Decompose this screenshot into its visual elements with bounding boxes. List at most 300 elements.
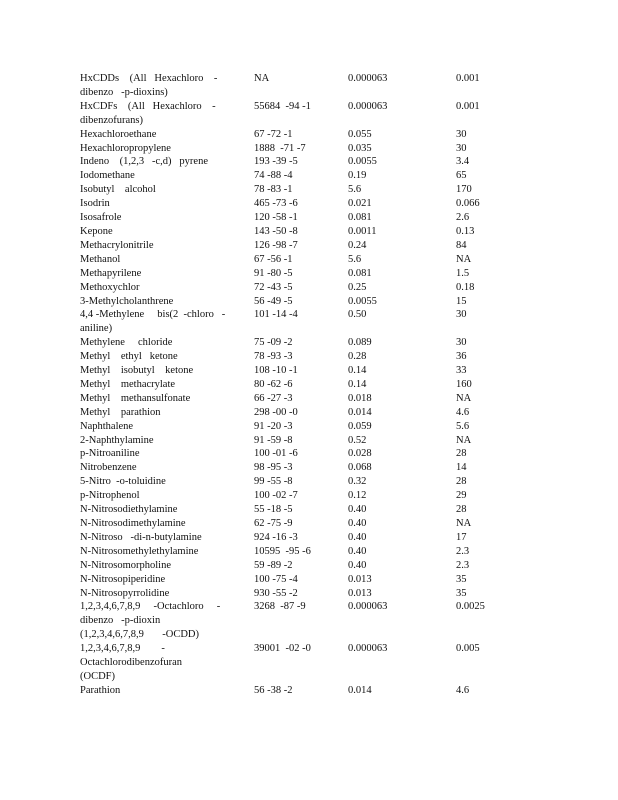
cas-number-cell: 108 -10 -1: [254, 365, 298, 377]
value-2-cell-wrap: [456, 336, 556, 350]
value-2-cell: NA: [456, 518, 472, 529]
value-2-cell: 3.4: [456, 156, 470, 168]
cas-number-cell: 101 -14 -4: [254, 309, 298, 321]
value-1-cell-wrap: [348, 267, 456, 281]
cas-number-cell: 67 -56 -1: [254, 253, 293, 265]
value-2-cell: 33: [456, 365, 467, 377]
cas-number-cell-wrap: [254, 155, 348, 169]
value-2-cell-wrap: [456, 72, 556, 100]
value-1-cell-wrap: [348, 406, 456, 420]
cas-number-cell: 143 -50 -8: [254, 225, 298, 237]
value-1-cell-wrap: [348, 489, 456, 503]
value-1-cell-wrap: [348, 475, 456, 489]
table-row: [80, 281, 600, 295]
constituent-name-cell: [80, 350, 254, 364]
value-2-cell-wrap: [456, 378, 556, 392]
value-2-cell: 28: [456, 476, 467, 488]
constituent-name-line: Hexachloroethane: [80, 128, 157, 140]
value-1-cell: 0.014: [348, 684, 372, 696]
constituent-name-line: Indeno (1,2,3 -c,d) pyrene: [80, 156, 208, 168]
value-2-cell: NA: [456, 392, 472, 404]
cas-number-cell: 465 -73 -6: [254, 198, 298, 210]
value-2-cell: 0.0025: [456, 601, 485, 613]
value-1-cell-wrap: [348, 545, 456, 559]
value-1-cell: 0.40: [348, 531, 367, 543]
constituent-name-cell: [80, 559, 254, 573]
constituent-name-line: 5-Nitro -o-toluidine: [80, 476, 166, 488]
value-2-cell: NA: [456, 253, 472, 265]
constituent-name-line: N-Nitrosopyrrolidine: [80, 587, 170, 599]
value-1-cell-wrap: [348, 336, 456, 350]
value-2-cell: 160: [456, 378, 472, 390]
value-1-cell-wrap: [348, 239, 456, 253]
value-2-cell-wrap: [456, 600, 556, 642]
cas-number-cell: 930 -55 -2: [254, 587, 298, 599]
value-2-cell-wrap: [456, 559, 556, 573]
constituent-name-cell: [80, 475, 254, 489]
value-1-cell: 0.035: [348, 142, 372, 154]
table-row: [80, 517, 600, 531]
value-2-cell: 0.005: [456, 643, 480, 655]
table-row: [80, 447, 600, 461]
value-1-cell: 5.6: [348, 253, 362, 265]
cas-number-cell-wrap: [254, 489, 348, 503]
cas-number-cell: 55 -18 -5: [254, 504, 293, 516]
value-1-cell: 0.028: [348, 448, 372, 460]
constituent-name-line: HxCDDs (All Hexachloro -: [80, 73, 218, 84]
cas-number-cell: 120 -58 -1: [254, 212, 298, 224]
cas-number-cell-wrap: [254, 503, 348, 517]
value-2-cell: 17: [456, 531, 467, 543]
constituent-name-line: aniline): [80, 323, 113, 335]
value-1-cell: 0.40: [348, 545, 367, 557]
table-row: [80, 642, 600, 684]
value-2-cell: 65: [456, 170, 467, 182]
cas-number-cell-wrap: [254, 308, 348, 336]
value-1-cell: 0.000063: [348, 73, 388, 84]
cas-number-cell-wrap: [254, 517, 348, 531]
cas-number-cell: 100 -02 -7: [254, 490, 298, 502]
cas-number-cell: 193 -39 -5: [254, 156, 298, 168]
constituent-name-line: Nitrobenzene: [80, 462, 137, 474]
constituent-name-line: 4,4 -Methylene bis(2 -chloro -: [80, 309, 226, 321]
value-1-cell: 0.068: [348, 462, 372, 474]
constituent-name-line: N-Nitrosomorpholine: [80, 559, 171, 571]
cas-number-cell: 98 -95 -3: [254, 462, 293, 474]
table-row: [80, 392, 600, 406]
value-1-cell-wrap: [348, 253, 456, 267]
value-2-cell: 30: [456, 142, 467, 154]
cas-number-cell-wrap: [254, 406, 348, 420]
table-row: [80, 183, 600, 197]
constituent-name-cell: [80, 225, 254, 239]
table-row: [80, 531, 600, 545]
value-2-cell-wrap: [456, 128, 556, 142]
value-1-cell-wrap: [348, 600, 456, 642]
value-2-cell-wrap: [456, 392, 556, 406]
value-2-cell-wrap: [456, 406, 556, 420]
value-1-cell: 5.6: [348, 184, 362, 196]
table-row: [80, 336, 600, 350]
table-row: [80, 406, 600, 420]
value-1-cell: 0.40: [348, 518, 367, 529]
cas-number-cell-wrap: [254, 600, 348, 642]
constituent-name-cell: [80, 128, 254, 142]
value-1-cell-wrap: [348, 392, 456, 406]
cas-number-cell-wrap: [254, 267, 348, 281]
cas-number-cell-wrap: [254, 197, 348, 211]
table-row: [80, 684, 600, 698]
constituent-name-cell: [80, 336, 254, 350]
value-2-cell-wrap: [456, 225, 556, 239]
value-2-cell-wrap: [456, 461, 556, 475]
cas-number-cell-wrap: [254, 281, 348, 295]
value-2-cell-wrap: [456, 183, 556, 197]
table-row: [80, 559, 600, 573]
value-2-cell: 0.001: [456, 100, 480, 112]
constituent-name-line: N-Nitrosodiethylamine: [80, 504, 178, 516]
value-1-cell: 0.40: [348, 504, 367, 516]
value-1-cell: 0.12: [348, 490, 367, 502]
cas-number-cell: 39001 -02 -0: [254, 643, 311, 655]
constituent-name-cell: [80, 587, 254, 601]
value-1-cell: 0.081: [348, 267, 372, 279]
cas-number-cell: 100 -01 -6: [254, 448, 298, 460]
value-1-cell-wrap: [348, 378, 456, 392]
cas-number-cell-wrap: [254, 545, 348, 559]
cas-number-cell: 126 -98 -7: [254, 239, 298, 251]
value-1-cell: 0.24: [348, 239, 367, 251]
value-2-cell-wrap: [456, 434, 556, 448]
value-2-cell-wrap: [456, 684, 556, 698]
constituent-name-line: 1,2,3,4,6,7,8,9 -Octachloro -: [80, 601, 221, 613]
value-2-cell: 84: [456, 239, 467, 251]
cas-number-cell-wrap: [254, 573, 348, 587]
cas-number-cell: 67 -72 -1: [254, 128, 293, 140]
value-1-cell-wrap: [348, 128, 456, 142]
cas-number-cell-wrap: [254, 239, 348, 253]
value-2-cell: 0.18: [456, 281, 475, 293]
value-2-cell: 35: [456, 573, 467, 585]
value-1-cell-wrap: [348, 503, 456, 517]
cas-number-cell: 74 -88 -4: [254, 170, 293, 182]
value-2-cell: 30: [456, 128, 467, 140]
value-1-cell: 0.0055: [348, 156, 377, 168]
value-1-cell: 0.0055: [348, 295, 377, 307]
constituent-name-cell: [80, 281, 254, 295]
constituent-name-cell: [80, 684, 254, 698]
value-1-cell: 0.018: [348, 392, 372, 404]
value-2-cell-wrap: [456, 587, 556, 601]
constituent-name-cell: [80, 503, 254, 517]
value-1-cell: 0.14: [348, 365, 367, 377]
constituent-name-cell: [80, 308, 254, 336]
cas-number-cell: 56 -38 -2: [254, 684, 293, 696]
value-1-cell: 0.014: [348, 406, 372, 418]
value-1-cell: 0.19: [348, 170, 367, 182]
value-2-cell-wrap: [456, 239, 556, 253]
cas-number-cell: 10595 -95 -6: [254, 545, 311, 557]
value-1-cell: 0.089: [348, 337, 372, 349]
cas-number-cell: 55684 -94 -1: [254, 100, 311, 112]
value-1-cell: 0.081: [348, 212, 372, 224]
constituent-table: [80, 72, 600, 698]
value-2-cell-wrap: [456, 503, 556, 517]
constituent-name-line: Methylene chloride: [80, 337, 173, 349]
constituent-name-line: (1,2,3,4,6,7,8,9 -OCDD): [80, 629, 199, 641]
constituent-name-line: 1,2,3,4,6,7,8,9 -: [80, 643, 165, 655]
table-row: [80, 253, 600, 267]
value-2-cell-wrap: [456, 350, 556, 364]
cas-number-cell-wrap: [254, 225, 348, 239]
value-2-cell-wrap: [456, 142, 556, 156]
value-2-cell: 28: [456, 448, 467, 460]
value-2-cell-wrap: [456, 281, 556, 295]
value-1-cell: 0.50: [348, 309, 367, 321]
constituent-name-line: Naphthalene: [80, 420, 134, 432]
cas-number-cell: 91 -20 -3: [254, 420, 293, 432]
constituent-name-cell: [80, 295, 254, 309]
table-row: [80, 267, 600, 281]
table-row: [80, 434, 600, 448]
value-2-cell: 36: [456, 351, 467, 363]
value-2-cell: 170: [456, 184, 472, 196]
cas-number-cell-wrap: [254, 253, 348, 267]
constituent-name-cell: [80, 267, 254, 281]
table-row: [80, 225, 600, 239]
value-1-cell-wrap: [348, 642, 456, 684]
constituent-name-line: Methyl methacrylate: [80, 378, 176, 390]
value-2-cell: 14: [456, 462, 467, 474]
constituent-name-line: p-Nitroaniline: [80, 448, 140, 460]
cas-number-cell-wrap: [254, 142, 348, 156]
constituent-name-line: N-Nitrosopiperidine: [80, 573, 166, 585]
value-2-cell: 0.066: [456, 198, 480, 210]
cas-number-cell: 80 -62 -6: [254, 378, 293, 390]
value-2-cell: 30: [456, 309, 467, 321]
value-1-cell-wrap: [348, 587, 456, 601]
value-1-cell: 0.52: [348, 434, 367, 446]
cas-number-cell: 3268 -87 -9: [254, 601, 306, 613]
table-row: [80, 600, 600, 642]
table-row: [80, 503, 600, 517]
value-1-cell-wrap: [348, 211, 456, 225]
constituent-name-cell: [80, 364, 254, 378]
value-1-cell: 0.021: [348, 198, 372, 210]
constituent-name-line: Methapyrilene: [80, 267, 142, 279]
constituent-name-cell: [80, 239, 254, 253]
value-1-cell-wrap: [348, 684, 456, 698]
constituent-name-cell: [80, 211, 254, 225]
value-2-cell-wrap: [456, 573, 556, 587]
cas-number-cell: 56 -49 -5: [254, 295, 293, 307]
value-2-cell: 28: [456, 504, 467, 516]
value-1-cell-wrap: [348, 308, 456, 336]
value-2-cell-wrap: [456, 420, 556, 434]
constituent-name-cell: [80, 489, 254, 503]
constituent-name-line: Parathion: [80, 684, 121, 696]
table-row: [80, 461, 600, 475]
value-2-cell-wrap: [456, 211, 556, 225]
cas-number-cell-wrap: [254, 475, 348, 489]
constituent-name-cell: [80, 100, 254, 128]
cas-number-cell: 924 -16 -3: [254, 531, 298, 543]
table-row: [80, 378, 600, 392]
value-1-cell-wrap: [348, 531, 456, 545]
cas-number-cell-wrap: [254, 350, 348, 364]
value-1-cell-wrap: [348, 573, 456, 587]
cas-number-cell-wrap: [254, 531, 348, 545]
value-2-cell: 2.3: [456, 545, 470, 557]
table-row: [80, 308, 600, 336]
constituent-name-cell: [80, 155, 254, 169]
value-2-cell-wrap: [456, 642, 556, 684]
constituent-name-cell: [80, 72, 254, 100]
cas-number-cell-wrap: [254, 100, 348, 128]
cas-number-cell: 72 -43 -5: [254, 281, 293, 293]
table-row: [80, 100, 600, 128]
value-2-cell: 5.6: [456, 420, 470, 432]
value-1-cell: 0.40: [348, 559, 367, 571]
value-1-cell-wrap: [348, 142, 456, 156]
constituent-name-line: Octachlorodibenzofuran: [80, 657, 183, 669]
value-1-cell-wrap: [348, 155, 456, 169]
cas-number-cell: 62 -75 -9: [254, 518, 293, 529]
table-row: [80, 155, 600, 169]
table-row: [80, 72, 600, 100]
value-2-cell: 29: [456, 490, 467, 502]
constituent-name-line: Methacrylonitrile: [80, 239, 154, 251]
table-row: [80, 239, 600, 253]
value-2-cell-wrap: [456, 545, 556, 559]
value-1-cell: 0.0011: [348, 225, 377, 237]
constituent-name-line: Methyl methansulfonate: [80, 392, 191, 404]
value-1-cell-wrap: [348, 350, 456, 364]
cas-number-cell: 99 -55 -8: [254, 476, 293, 488]
table-row: [80, 197, 600, 211]
value-1-cell-wrap: [348, 447, 456, 461]
constituent-name-line: (OCDF): [80, 670, 116, 682]
table-row: [80, 169, 600, 183]
cas-number-cell-wrap: [254, 587, 348, 601]
value-1-cell-wrap: [348, 559, 456, 573]
table-row: [80, 573, 600, 587]
cas-number-cell-wrap: [254, 183, 348, 197]
value-1-cell: 0.055: [348, 128, 372, 140]
constituent-name-line: dibenzo -p-dioxin: [80, 615, 161, 627]
cas-number-cell-wrap: [254, 169, 348, 183]
value-1-cell-wrap: [348, 281, 456, 295]
constituent-name-line: Methanol: [80, 253, 121, 265]
value-2-cell: 0.13: [456, 225, 475, 237]
value-1-cell-wrap: [348, 225, 456, 239]
constituent-name-cell: [80, 545, 254, 559]
constituent-name-line: Isosafrole: [80, 212, 122, 224]
cas-number-cell-wrap: [254, 684, 348, 698]
constituent-name-line: Methyl ethyl ketone: [80, 351, 178, 363]
cas-number-cell-wrap: [254, 447, 348, 461]
value-2-cell: 1.5: [456, 267, 470, 279]
constituent-name-cell: [80, 447, 254, 461]
constituent-name-cell: [80, 461, 254, 475]
constituent-name-cell: [80, 642, 254, 684]
cas-number-cell: 66 -27 -3: [254, 392, 293, 404]
constituent-name-line: p-Nitrophenol: [80, 490, 140, 502]
constituent-name-line: 2-Naphthylamine: [80, 434, 154, 446]
constituent-name-cell: [80, 531, 254, 545]
constituent-name-line: Methyl parathion: [80, 406, 161, 418]
table-row: [80, 211, 600, 225]
constituent-name-line: HxCDFs (All Hexachloro -: [80, 100, 216, 112]
value-2-cell: 35: [456, 587, 467, 599]
constituent-name-line: Hexachloropropylene: [80, 142, 171, 154]
value-2-cell-wrap: [456, 517, 556, 531]
constituent-name-cell: [80, 434, 254, 448]
constituent-name-cell: [80, 517, 254, 531]
value-1-cell: 0.000063: [348, 100, 388, 112]
value-1-cell: 0.25: [348, 281, 367, 293]
cas-number-cell-wrap: [254, 295, 348, 309]
value-2-cell-wrap: [456, 475, 556, 489]
value-1-cell-wrap: [348, 420, 456, 434]
cas-number-cell: 91 -80 -5: [254, 267, 293, 279]
value-1-cell-wrap: [348, 197, 456, 211]
value-2-cell-wrap: [456, 169, 556, 183]
constituent-name-line: Kepone: [80, 225, 113, 237]
table-row: [80, 350, 600, 364]
constituent-name-cell: [80, 573, 254, 587]
value-2-cell: 4.6: [456, 684, 470, 696]
value-2-cell-wrap: [456, 100, 556, 128]
constituent-name-line: Isodrin: [80, 198, 110, 210]
cas-number-cell: 91 -59 -8: [254, 434, 293, 446]
table-row: [80, 128, 600, 142]
table-row: [80, 475, 600, 489]
value-1-cell: 0.28: [348, 351, 367, 363]
cas-number-cell-wrap: [254, 420, 348, 434]
constituent-name-cell: [80, 378, 254, 392]
value-2-cell: 15: [456, 295, 467, 307]
cas-number-cell-wrap: [254, 461, 348, 475]
constituent-name-cell: [80, 142, 254, 156]
constituent-name-line: 3-Methylcholanthrene: [80, 295, 174, 307]
value-1-cell-wrap: [348, 295, 456, 309]
table-row: [80, 587, 600, 601]
cas-number-cell-wrap: [254, 128, 348, 142]
constituent-name-cell: [80, 253, 254, 267]
constituent-name-line: Iodomethane: [80, 170, 135, 182]
value-1-cell: 0.013: [348, 573, 372, 585]
cas-number-cell: 75 -09 -2: [254, 337, 293, 349]
cas-number-cell: 298 -00 -0: [254, 406, 298, 418]
constituent-name-cell: [80, 406, 254, 420]
value-1-cell: 0.013: [348, 587, 372, 599]
cas-number-cell: NA: [254, 73, 270, 84]
value-2-cell-wrap: [456, 267, 556, 281]
constituent-name-line: N-Nitrosodimethylamine: [80, 518, 186, 529]
cas-number-cell-wrap: [254, 378, 348, 392]
value-1-cell: 0.059: [348, 420, 372, 432]
constituent-name-cell: [80, 183, 254, 197]
value-1-cell-wrap: [348, 169, 456, 183]
value-2-cell: 2.6: [456, 212, 470, 224]
cas-number-cell: 100 -75 -4: [254, 573, 298, 585]
value-1-cell: 0.32: [348, 476, 367, 488]
cas-number-cell-wrap: [254, 72, 348, 100]
value-1-cell-wrap: [348, 517, 456, 531]
value-1-cell: 0.14: [348, 378, 367, 390]
table-row: [80, 489, 600, 503]
